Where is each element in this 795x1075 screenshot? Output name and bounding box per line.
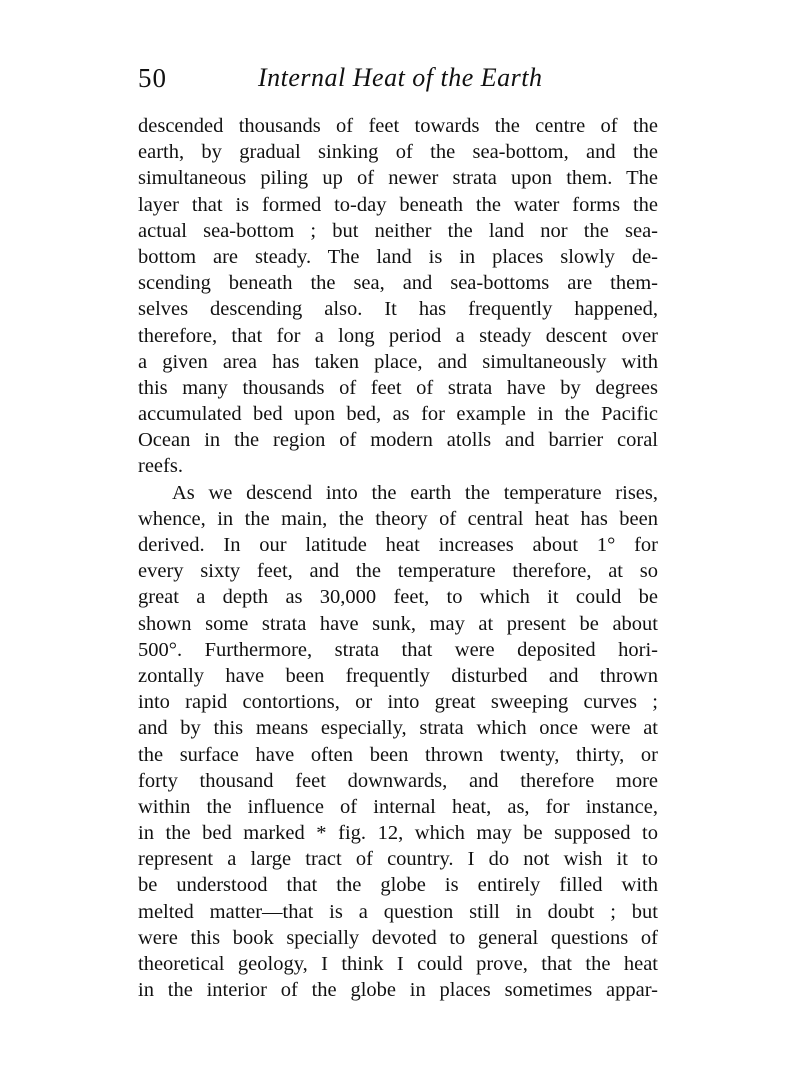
text-line: within the influence of internal heat, as, for instance,: [138, 795, 658, 818]
text-line: bottom are steady. The land is in places slowly de-: [138, 245, 658, 268]
text-line: this many thousands of feet of strata have by degrees: [138, 376, 658, 399]
text-line: simultaneous piling up of newer strata upon them. The: [138, 167, 658, 190]
text-line: selves descending also. It has frequently happened,: [138, 298, 658, 321]
text-line: every sixty feet, and the temperature therefore, at so: [138, 560, 658, 583]
text-line: therefore, that for a long period a steady descent over: [138, 324, 658, 347]
text-line: zontally have been frequently disturbed and thrown: [138, 664, 658, 687]
text-line: earth, by gradual sinking of the sea-bottom, and the: [138, 141, 658, 164]
text-line: Ocean in the region of modern atolls and barrier coral: [138, 429, 658, 452]
running-head: [138, 60, 658, 96]
page-number: 50: [138, 63, 167, 93]
text-line: forty thousand feet downwards, and therefore more: [138, 769, 658, 792]
text-line: in the bed marked * fig. 12, which may be supposed to: [138, 822, 658, 845]
text-line: 500°. Furthermore, strata that were deposited hori-: [138, 638, 658, 661]
text-line: the surface have often been thrown twenty, thirty, or: [138, 743, 658, 766]
text-line: were this book specially devoted to general questions of: [138, 926, 658, 949]
text-line: scending beneath the sea, and sea-bottoms are them-: [138, 272, 658, 295]
running-title: Internal Heat of the Earth: [258, 63, 543, 92]
text-line: in the interior of the globe in places sometimes appar-: [138, 979, 658, 1002]
text-line: As we descend into the earth the temperature rises,: [172, 481, 658, 504]
text-line: great a depth as 30,000 feet, to which it could be: [138, 586, 658, 609]
text-line: a given area has taken place, and simultaneously with: [138, 350, 658, 373]
text-line: theoretical geology, I think I could prove, that the heat: [138, 953, 658, 975]
body-text: [138, 113, 658, 1003]
text-line: accumulated bed upon bed, as for example in the Pacific: [138, 403, 658, 426]
text-line: reefs.: [138, 455, 183, 478]
text-line: whence, in the main, the theory of central heat has been: [138, 507, 658, 530]
text-line: actual sea-bottom ; but neither the land nor the sea-: [138, 219, 658, 242]
text-line: layer that is formed to-day beneath the water forms the: [138, 193, 658, 216]
paragraph: [138, 113, 658, 480]
text-line: shown some strata have sunk, may at present be about: [138, 612, 658, 635]
text-line: be understood that the globe is entirely filled with: [138, 874, 658, 897]
paragraph: [138, 480, 658, 1004]
text-line: derived. In our latitude heat increases about 1° for: [138, 534, 658, 556]
text-line: melted matter—that is a question still in doubt ; but: [138, 900, 658, 923]
text-line: descended thousands of feet towards the centre of the: [138, 115, 658, 137]
text-line: and by this means especially, strata which once were at: [138, 717, 658, 740]
text-line: into rapid contortions, or into great sweeping curves ;: [138, 691, 658, 714]
text-line: represent a large tract of country. I do not wish it to: [138, 848, 658, 871]
